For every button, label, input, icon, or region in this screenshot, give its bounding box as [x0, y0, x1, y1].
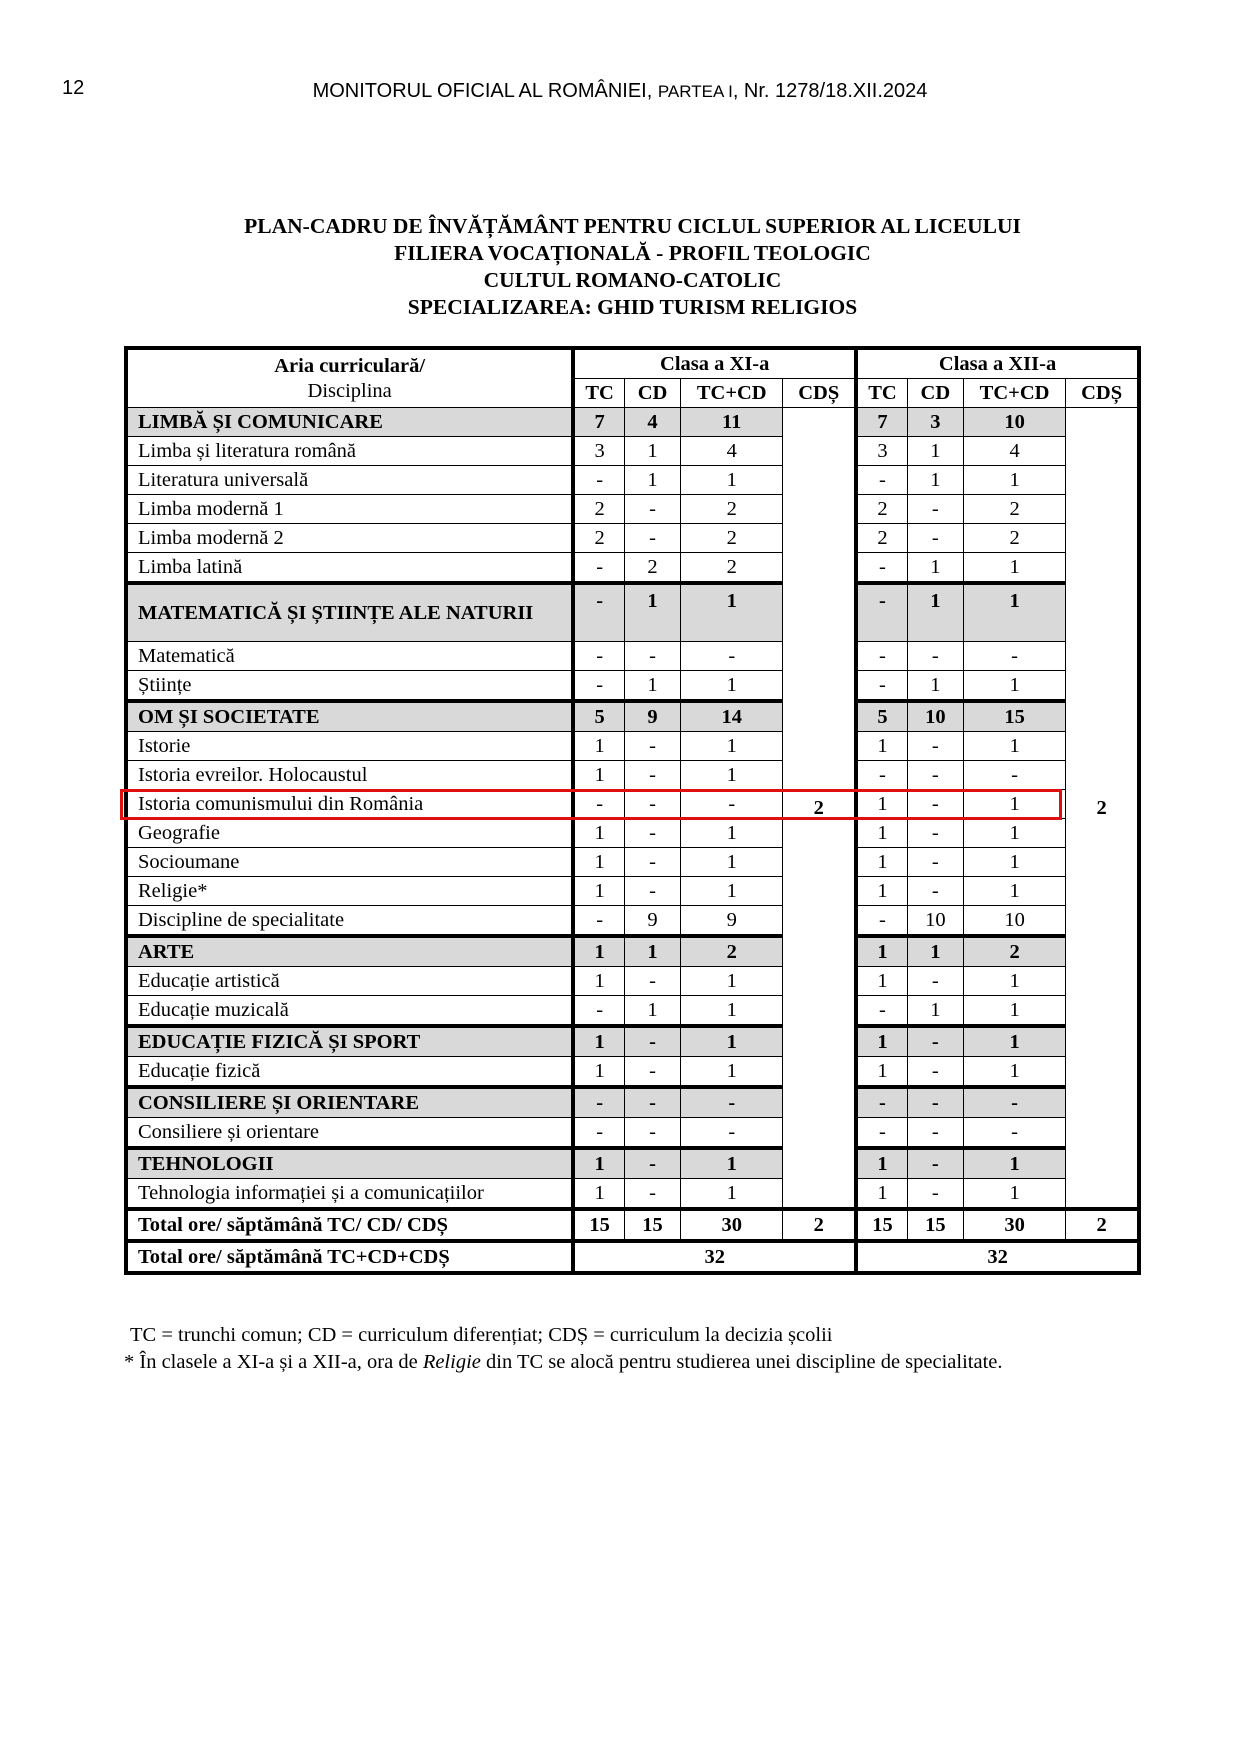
cell-xii-tccd: 1: [963, 848, 1065, 877]
cell-xi-tccd: 2: [681, 553, 783, 584]
cell-xi-tccd: 1: [681, 996, 783, 1027]
cell-xi-cd: 9: [624, 701, 680, 732]
cell-xii-tc: -: [856, 1087, 907, 1118]
cell-xii-tc: -: [856, 583, 907, 642]
cell-xii-tc: 1: [856, 848, 907, 877]
cell-xii-cd: 1: [907, 583, 963, 642]
cell-xii-tccd: 1: [963, 1057, 1065, 1088]
cell-xi-tc: 7: [573, 408, 624, 437]
cell-xii-tccd: 1: [963, 732, 1065, 761]
cell-xi-cd: 9: [624, 906, 680, 937]
cell-xii-cd: 1: [907, 936, 963, 967]
cell-xi-cd: -: [624, 642, 680, 671]
cell-xi-cd: 1: [624, 583, 680, 642]
cell-xii-tccd: 1: [963, 583, 1065, 642]
cell-xii-tccd: 4: [963, 437, 1065, 466]
total-label-combined: Total ore/ săptămână TC+CD+CDȘ: [126, 1241, 573, 1273]
class-xi-header: Clasa a XI-a: [573, 348, 856, 379]
cell-xii-tc: -: [856, 906, 907, 937]
document-title: [0, 213, 1240, 321]
discipline-name: Limba și literatura română: [126, 437, 573, 466]
cell-xii-tc: 5: [856, 701, 907, 732]
total-combined-xi: 32: [573, 1241, 856, 1273]
cell-xii-tc: 1: [856, 819, 907, 848]
cell-xi-cd: 1: [624, 437, 680, 466]
cell-xii-tccd: -: [963, 761, 1065, 790]
footnote-religion: [124, 1349, 1003, 1376]
cell-xii-tc: -: [856, 466, 907, 495]
discipline-name: Literatura universală: [126, 466, 573, 495]
cell-xii-tc: 1: [856, 1148, 907, 1179]
cell-xii-tccd: 10: [963, 906, 1065, 937]
cell-xii-cd: -: [907, 1179, 963, 1210]
cell-xii-tc: 1: [856, 732, 907, 761]
col-tc-xii: TC: [856, 379, 907, 408]
col-cd-xi: CD: [624, 379, 680, 408]
discipline-name: Istorie: [126, 732, 573, 761]
discipline-row-religie: [126, 877, 1139, 906]
cell-xii-cd: 1: [907, 553, 963, 584]
cell-xii-tccd: 1: [963, 967, 1065, 996]
area-row-om-si-societate: [126, 701, 1139, 732]
cell-xi-cd: -: [624, 1087, 680, 1118]
col-tccd-xi: TC+CD: [681, 379, 783, 408]
cell-xii-tccd: 2: [963, 936, 1065, 967]
cell-xi-tc: 1: [573, 1148, 624, 1179]
cell-xii-tc: 7: [856, 408, 907, 437]
title-line-4: SPECIALIZAREA: GHID TURISM RELIGIOS: [407, 295, 858, 319]
cell-xi-tccd: -: [681, 790, 783, 819]
discipline-name: Educație muzicală: [126, 996, 573, 1027]
discipline-row-limba-moderna-1: [126, 495, 1139, 524]
discipline-row-limba-si-literatura-romana: [126, 437, 1139, 466]
discipline-name: ARTE: [126, 936, 573, 967]
cell-xi-tc: 2: [573, 524, 624, 553]
publication-main: MONITORUL OFICIAL AL ROMÂNIEI,: [312, 80, 658, 102]
cell-xi-tc: -: [573, 1118, 624, 1149]
discipline-row-educatie-muzicala: [126, 996, 1139, 1027]
cell-xii-tc: -: [856, 996, 907, 1027]
cell-xii-tc: 1: [856, 877, 907, 906]
footnote-religion-a: * În clasele a XI-a și a XII-a, ora de: [124, 1351, 423, 1373]
col-cds-xii: CDȘ: [1066, 379, 1139, 408]
publication-part: PARTEA I: [657, 82, 733, 101]
cell-xii-cd: 1: [907, 437, 963, 466]
cell-xi-tc: 1: [573, 819, 624, 848]
cell-xii-tc: 1: [856, 1179, 907, 1210]
discipline-row-matematica: [126, 642, 1139, 671]
area-row-consiliere-si-orientare: [126, 1087, 1139, 1118]
cell-xi-tccd: 1: [681, 671, 783, 702]
total-row-combined: [126, 1241, 1139, 1273]
total-xi-tccd: 30: [681, 1209, 783, 1241]
class-xii-header: Clasa a XII-a: [856, 348, 1139, 379]
total-xii-tccd: 30: [963, 1209, 1065, 1241]
area-row-educatie-fizica-si-sport: [126, 1026, 1139, 1057]
cell-xii-tc: -: [856, 1118, 907, 1149]
cell-xi-cd: -: [624, 1148, 680, 1179]
cds-xii-value: 2: [1066, 408, 1139, 1210]
cell-xi-cd: -: [624, 732, 680, 761]
discipline-name: Istoria evreilor. Holocaustul: [126, 761, 573, 790]
table-header-row-1: [126, 348, 1139, 379]
total-xi-cd: 15: [624, 1209, 680, 1241]
cell-xii-tc: -: [856, 761, 907, 790]
publication-issue: , Nr. 1278/18.XII.2024: [732, 80, 928, 102]
cell-xi-cd: -: [624, 967, 680, 996]
col-cds-xi: CDȘ: [783, 379, 856, 408]
cell-xi-tc: -: [573, 671, 624, 702]
cell-xi-tc: 1: [573, 936, 624, 967]
cell-xi-tc: -: [573, 790, 624, 819]
discipline-name: Socioumane: [126, 848, 573, 877]
cell-xi-tccd: -: [681, 1087, 783, 1118]
cell-xii-tc: 1: [856, 1057, 907, 1088]
cds-xi-value: 2: [783, 408, 856, 1210]
cell-xi-tccd: 1: [681, 732, 783, 761]
cell-xii-tccd: -: [963, 1118, 1065, 1149]
title-line-2: FILIERA VOCAȚIONALĂ - PROFIL TEOLOGIC: [394, 241, 871, 265]
discipline-name: Discipline de specialitate: [126, 906, 573, 937]
cell-xii-tc: 2: [856, 495, 907, 524]
cell-xii-tc: -: [856, 553, 907, 584]
area-row-tehnologii: [126, 1148, 1139, 1179]
cell-xi-cd: -: [624, 848, 680, 877]
cell-xi-tc: 2: [573, 495, 624, 524]
discipline-row-discipline-de-specialitate: [126, 906, 1139, 937]
cell-xii-cd: -: [907, 848, 963, 877]
total-xii-tc: 15: [856, 1209, 907, 1241]
total-row-separate: [126, 1209, 1139, 1241]
cell-xi-tccd: 14: [681, 701, 783, 732]
cell-xii-cd: -: [907, 1087, 963, 1118]
discipline-row-istorie: [126, 732, 1139, 761]
cell-xii-tccd: 1: [963, 1148, 1065, 1179]
col-cd-xii: CD: [907, 379, 963, 408]
discipline-row-tehnologia-informatiei-si-a-comunicatiilor: [126, 1179, 1139, 1210]
cell-xii-cd: -: [907, 761, 963, 790]
footnote-religion-emphasis: Religie: [422, 1351, 481, 1373]
cell-xi-cd: -: [624, 761, 680, 790]
cell-xi-cd: -: [624, 1179, 680, 1210]
cell-xii-tccd: 1: [963, 877, 1065, 906]
cell-xii-cd: -: [907, 1118, 963, 1149]
cell-xi-tccd: 11: [681, 408, 783, 437]
footnote-religion-b: din TC se alocă pentru studierea unei discipline de specialitate.: [480, 1351, 1003, 1373]
cell-xi-tc: -: [573, 996, 624, 1027]
discipline-name: LIMBĂ ȘI COMUNICARE: [126, 408, 573, 437]
cell-xii-cd: -: [907, 819, 963, 848]
cell-xii-tc: -: [856, 671, 907, 702]
cell-xi-tccd: 1: [681, 1026, 783, 1057]
cell-xi-tc: -: [573, 1087, 624, 1118]
discipline-name: TEHNOLOGII: [126, 1148, 573, 1179]
cell-xi-tc: -: [573, 466, 624, 495]
discipline-row-geografie: [126, 819, 1139, 848]
cell-xi-cd: -: [624, 1026, 680, 1057]
cell-xi-tc: 1: [573, 761, 624, 790]
cell-xii-tccd: 1: [963, 819, 1065, 848]
cell-xii-tccd: -: [963, 1087, 1065, 1118]
discipline-row-literatura-universala: [126, 466, 1139, 495]
cell-xi-tc: 1: [573, 1057, 624, 1088]
discipline-name: Matematică: [126, 642, 573, 671]
cell-xi-tccd: 1: [681, 1057, 783, 1088]
cell-xi-tccd: 1: [681, 819, 783, 848]
cell-xii-tccd: 15: [963, 701, 1065, 732]
discipline-name: Geografie: [126, 819, 573, 848]
area-row-limba-si-comunicare: [126, 408, 1139, 437]
discipline-name: Educație fizică: [126, 1057, 573, 1088]
cell-xi-cd: -: [624, 790, 680, 819]
cell-xi-tc: 1: [573, 967, 624, 996]
cell-xi-tc: 1: [573, 1179, 624, 1210]
cell-xi-tc: 5: [573, 701, 624, 732]
area-discipline-header: [126, 348, 573, 408]
cell-xii-tc: 2: [856, 524, 907, 553]
title-line-1: PLAN-CADRU DE ÎNVĂȚĂMÂNT PENTRU CICLUL SUPERIOR AL LICEULUI: [244, 214, 1021, 238]
area-row-arte: [126, 936, 1139, 967]
cell-xii-tccd: 10: [963, 408, 1065, 437]
discipline-name: Educație artistică: [126, 967, 573, 996]
cell-xi-tc: 1: [573, 848, 624, 877]
total-combined-xii: 32: [856, 1241, 1139, 1273]
cell-xi-tccd: 1: [681, 583, 783, 642]
cell-xii-cd: -: [907, 967, 963, 996]
discipline-name: Limba modernă 1: [126, 495, 573, 524]
cell-xii-cd: -: [907, 790, 963, 819]
cell-xii-tc: 1: [856, 936, 907, 967]
cell-xii-tc: -: [856, 642, 907, 671]
discipline-row-consiliere-si-orientare: [126, 1118, 1139, 1149]
publication-header: [0, 80, 1240, 103]
cell-xi-cd: -: [624, 819, 680, 848]
cell-xii-cd: -: [907, 877, 963, 906]
discipline-name: OM ȘI SOCIETATE: [126, 701, 573, 732]
discipline-name: CONSILIERE ȘI ORIENTARE: [126, 1087, 573, 1118]
discipline-name: Științe: [126, 671, 573, 702]
cell-xi-tccd: 1: [681, 877, 783, 906]
cell-xii-cd: -: [907, 642, 963, 671]
cell-xii-tccd: 2: [963, 495, 1065, 524]
cell-xi-tccd: 1: [681, 848, 783, 877]
total-label-separate: Total ore/ săptămână TC/ CD/ CDȘ: [126, 1209, 573, 1241]
cell-xi-cd: 2: [624, 553, 680, 584]
discipline-name: Limba modernă 2: [126, 524, 573, 553]
cell-xii-tc: 1: [856, 1026, 907, 1057]
cell-xii-tccd: 1: [963, 671, 1065, 702]
cell-xii-cd: 3: [907, 408, 963, 437]
cell-xii-cd: -: [907, 1148, 963, 1179]
cell-xii-tccd: 1: [963, 996, 1065, 1027]
cell-xi-tccd: 4: [681, 437, 783, 466]
cell-xi-tc: 1: [573, 1026, 624, 1057]
cell-xi-tccd: 9: [681, 906, 783, 937]
cell-xi-tccd: 1: [681, 967, 783, 996]
cell-xii-tccd: 1: [963, 466, 1065, 495]
page-number: 12: [62, 77, 85, 99]
cell-xi-tccd: 2: [681, 524, 783, 553]
cell-xii-cd: 1: [907, 466, 963, 495]
footnotes: [124, 1322, 1003, 1376]
cell-xi-cd: -: [624, 877, 680, 906]
cell-xi-tccd: 2: [681, 936, 783, 967]
cell-xi-cd: 1: [624, 996, 680, 1027]
cell-xii-cd: -: [907, 524, 963, 553]
cell-xi-tccd: 2: [681, 495, 783, 524]
discipline-name: MATEMATICĂ ȘI ȘTIINȚE ALE NATURII: [126, 583, 573, 642]
cell-xii-tccd: 1: [963, 553, 1065, 584]
discipline-row-istoria-comunismului-din-romania: [126, 790, 1139, 819]
discipline-name: EDUCAȚIE FIZICĂ ȘI SPORT: [126, 1026, 573, 1057]
cell-xii-cd: 1: [907, 671, 963, 702]
discipline-name: Consiliere și orientare: [126, 1118, 573, 1149]
discipline-row-socioumane: [126, 848, 1139, 877]
cell-xi-tc: -: [573, 583, 624, 642]
cell-xi-tc: 1: [573, 877, 624, 906]
cell-xi-tc: -: [573, 906, 624, 937]
cell-xi-cd: 1: [624, 671, 680, 702]
cell-xii-tc: 3: [856, 437, 907, 466]
cell-xi-tccd: 1: [681, 761, 783, 790]
cell-xi-cd: -: [624, 495, 680, 524]
area-row-matematica-si-stiinte-ale-naturii: [126, 583, 1139, 642]
cell-xi-tc: -: [573, 642, 624, 671]
discipline-name: Tehnologia informației și a comunicațiilor: [126, 1179, 573, 1210]
cell-xii-tccd: 2: [963, 524, 1065, 553]
cell-xii-cd: 1: [907, 996, 963, 1027]
discipline-row-educatie-fizica: [126, 1057, 1139, 1088]
total-xii-cd: 15: [907, 1209, 963, 1241]
cell-xii-cd: 10: [907, 701, 963, 732]
cell-xi-cd: -: [624, 1057, 680, 1088]
cell-xii-tccd: 1: [963, 1026, 1065, 1057]
cell-xi-tc: 1: [573, 732, 624, 761]
cell-xi-tccd: -: [681, 642, 783, 671]
curriculum-table: [124, 346, 1141, 1275]
cell-xi-tccd: 1: [681, 1148, 783, 1179]
cell-xi-tc: 3: [573, 437, 624, 466]
discipline-row-stiinte: [126, 671, 1139, 702]
cell-xii-tc: 1: [856, 790, 907, 819]
discipline-row-istoria-evreilor-holocaustul: [126, 761, 1139, 790]
col-tccd-xii: TC+CD: [963, 379, 1065, 408]
cell-xi-cd: -: [624, 1118, 680, 1149]
discipline-row-limba-moderna-2: [126, 524, 1139, 553]
cell-xi-tccd: -: [681, 1118, 783, 1149]
cell-xi-cd: 1: [624, 936, 680, 967]
cell-xi-cd: -: [624, 524, 680, 553]
cell-xi-tccd: 1: [681, 466, 783, 495]
cell-xii-tccd: -: [963, 642, 1065, 671]
title-line-3: CULTUL ROMANO-CATOLIC: [483, 268, 782, 292]
cell-xii-cd: -: [907, 1026, 963, 1057]
total-xi-cds: 2: [783, 1209, 856, 1241]
discipline-header-label: Disciplina: [307, 379, 392, 402]
cell-xii-cd: 10: [907, 906, 963, 937]
cell-xii-tccd: 1: [963, 790, 1065, 819]
discipline-name: Religie*: [126, 877, 573, 906]
discipline-name: Limba latină: [126, 553, 573, 584]
cell-xii-cd: -: [907, 732, 963, 761]
footnote-abbreviations: TC = trunchi comun; CD = curriculum diferențiat; CDȘ = curriculum la decizia școlii: [130, 1324, 833, 1346]
total-xii-cds: 2: [1066, 1209, 1139, 1241]
cell-xii-tccd: 1: [963, 1179, 1065, 1210]
cell-xi-cd: 4: [624, 408, 680, 437]
cell-xii-tc: 1: [856, 967, 907, 996]
col-tc-xi: TC: [573, 379, 624, 408]
discipline-row-educatie-artistica: [126, 967, 1139, 996]
cell-xi-tc: -: [573, 553, 624, 584]
discipline-name: Istoria comunismului din România: [126, 790, 573, 819]
cell-xi-tccd: 1: [681, 1179, 783, 1210]
total-xi-tc: 15: [573, 1209, 624, 1241]
cell-xii-cd: -: [907, 1057, 963, 1088]
discipline-row-limba-latina: [126, 553, 1139, 584]
cell-xii-cd: -: [907, 495, 963, 524]
cell-xi-cd: 1: [624, 466, 680, 495]
area-header-label: Aria curriculară/: [274, 354, 426, 377]
